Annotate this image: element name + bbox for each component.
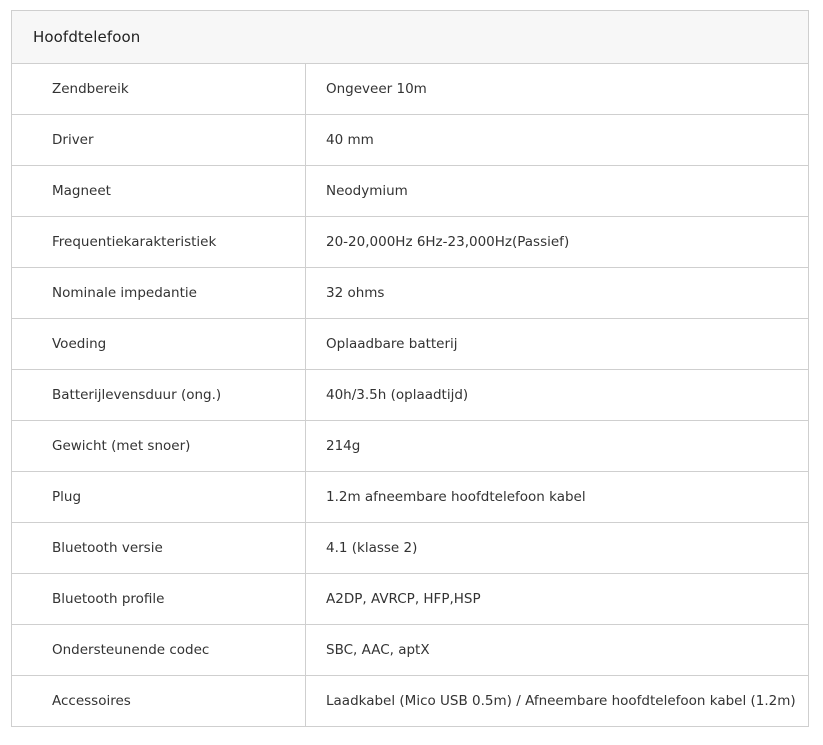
spec-label: Gewicht (met snoer) [12, 421, 306, 472]
spec-row [12, 166, 809, 217]
spec-row [12, 676, 809, 727]
spec-label: Bluetooth profile [12, 574, 306, 625]
spec-value: SBC, AAC, aptX [306, 625, 809, 676]
spec-value: 40 mm [306, 115, 809, 166]
spec-row [12, 472, 809, 523]
spec-row [12, 574, 809, 625]
spec-value: Laadkabel (Mico USB 0.5m) / Afneembare hoofdtelefoon kabel (1.2m) [306, 676, 809, 727]
spec-value: 40h/3.5h (oplaadtijd) [306, 370, 809, 421]
spec-label: Batterijlevensduur (ong.) [12, 370, 306, 421]
spec-row [12, 625, 809, 676]
spec-value: Ongeveer 10m [306, 64, 809, 115]
spec-value: 32 ohms [306, 268, 809, 319]
spec-value: 214g [306, 421, 809, 472]
spec-row [12, 319, 809, 370]
spec-label: Ondersteunende codec [12, 625, 306, 676]
spec-label: Plug [12, 472, 306, 523]
spec-table [11, 10, 809, 727]
spec-value: 4.1 (klasse 2) [306, 523, 809, 574]
spec-label: Driver [12, 115, 306, 166]
spec-row [12, 370, 809, 421]
spec-table-header-row [12, 11, 809, 64]
spec-label: Zendbereik [12, 64, 306, 115]
spec-row [12, 115, 809, 166]
spec-value: 1.2m afneembare hoofdtelefoon kabel [306, 472, 809, 523]
spec-value: A2DP, AVRCP, HFP,HSP [306, 574, 809, 625]
spec-label: Voeding [12, 319, 306, 370]
spec-value: Oplaadbare batterij [306, 319, 809, 370]
spec-label: Nominale impedantie [12, 268, 306, 319]
spec-label: Accessoires [12, 676, 306, 727]
section-title: Hoofdtelefoon [12, 11, 809, 64]
spec-row [12, 421, 809, 472]
spec-row [12, 523, 809, 574]
spec-value: 20-20,000Hz 6Hz-23,000Hz(Passief) [306, 217, 809, 268]
spec-row [12, 268, 809, 319]
spec-row [12, 217, 809, 268]
spec-label: Bluetooth versie [12, 523, 306, 574]
spec-label: Frequentiekarakteristiek [12, 217, 306, 268]
spec-label: Magneet [12, 166, 306, 217]
spec-value: Neodymium [306, 166, 809, 217]
spec-row [12, 64, 809, 115]
